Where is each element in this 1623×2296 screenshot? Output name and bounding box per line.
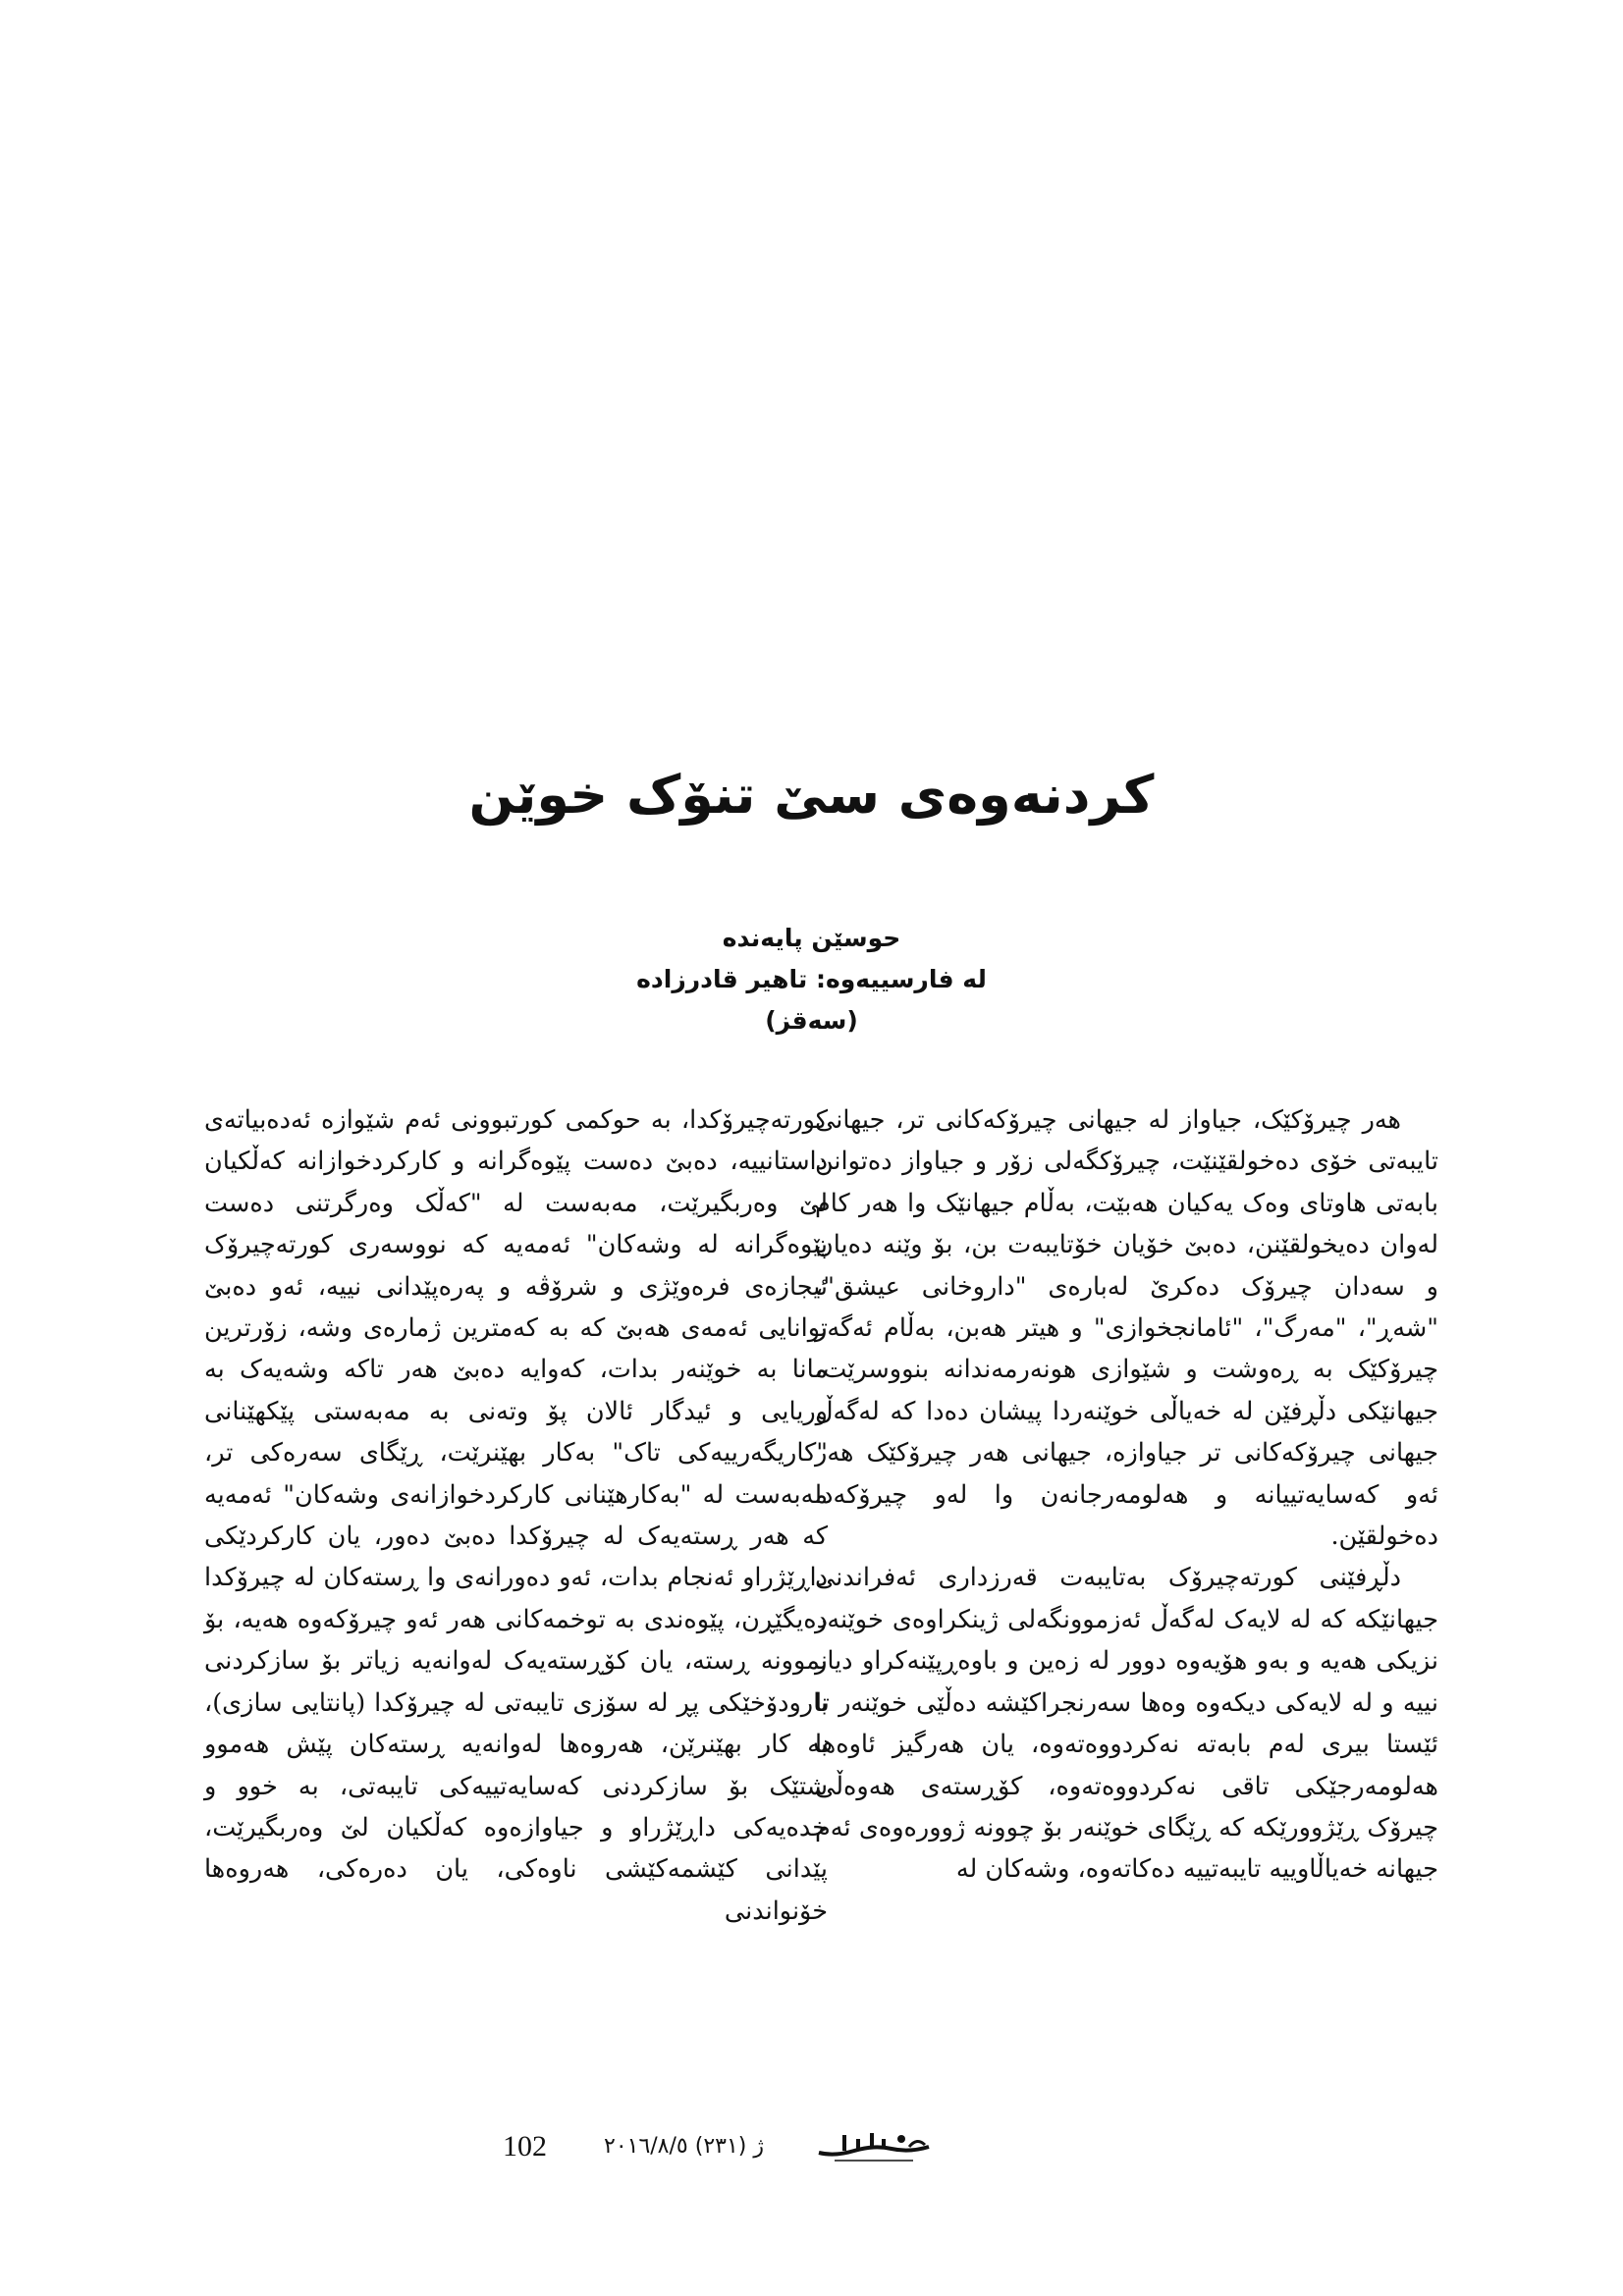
magazine-logo-icon — [815, 2127, 933, 2166]
paragraph: هەر چیرۆکێک، جیاواز لە جیهانی چیرۆکەکانی تر، جیهانی تایبەتی خۆی دەخولقێنێت، چیرۆکگەلی زۆر و جیاواز دەتوانن بابەتی هاوتای وەک یەکیان هەبێت، بەڵام جیهانێک وا هەر کام لەوان دەیخولقێنن، دەبێ خۆیان خۆتایبەت بن، بۆ وێنە دەیان و سەدان چیرۆک دەکرێ لەبارەی "داروخانی عیشق"، "شەڕ"، "مەرگ"، "ئامانجخوازی" و هیتر هەبن، بەڵام ئەگەر چیرۆکێک بە ڕەوشت و شێوازی هونەرمەندانە بنووسرێت، جیهانێکی دڵڕفێن لە خەیاڵی خوێنەردا پیشان دەدا کە لەگەڵ جیهانی چیرۆکەکانی تر جیاوازە، جیهانی هەر چیرۆکێک هەر ئەو کەسایەتییانە و هەلومەرجانەن وا لەو چیرۆکەدا دەخولقێن. — [815, 1105, 1438, 1552]
text-column-right — [815, 1099, 1438, 1891]
page-number: 102 — [503, 2130, 547, 2163]
translator-credit: لە فارسییەوە: تاهیر قادرزادە — [636, 965, 987, 993]
text-column-left — [204, 1099, 828, 1932]
page-footer — [0, 2125, 1623, 2174]
paragraph: دڵڕفێنی کورتەچیرۆک بەتایبەت قەرزداری ئەفراندنی جیهانێکە کە لە لایەک لەگەڵ ئەزموونگەلی ژینکراوەی خوێنەر نزیکی هەیە و بەو هۆیەوە دوور لە زەین و باوەڕپێنەکراو دیار نییە و لە لایەکی دیکەوە وەها سەرنجراکێشە دەڵێی خوێنەر تا ئێستا بیری لەم بابەتە نەکردووەتەوە، یان هەرگیز ئاوەها هەلومەرجێکی تاقی نەکردووەتەوە، کۆڕستەی هەوەڵی چیرۆک ڕێژوورێکە کە ڕێگای خوێنەر بۆ چوونە ژوورەوەی ئەم جیهانە خەیاڵاوییە تایبەتییە دەکاتەوە، وشەکان لە — [815, 1563, 1438, 1885]
translator-location: (سەقز) — [765, 1006, 858, 1035]
article-title: کردنەوەی سێ تنۆک خوێن — [468, 764, 1155, 826]
author-name: حوسێن پایەندە — [722, 924, 901, 952]
paragraph: کورتەچیرۆکدا، بە حوکمی کورتبوونی ئەم شێوازە ئەدەبیاتەی داستانییە، دەبێ دەست پێوەگرانە و کارکردخوازانە کەڵکیان لێ وەربگیرێت، مەبەست لە "کەڵک وەرگرتنی دەست پێوەگرانە لە وشەکان" ئەمەیە کە نووسەری کورتەچیرۆک ئیجازەی فرەوێژی و شرۆڤە و پەرەپێدانی نییە، ئەو دەبێ توانایی ئەمەی هەبێ کە بە کەمترین ژمارەی وشە، زۆرترین مانا بە خوێنەر بدات، کەوایە دەبێ هەر تاکە وشەیەک بە وریایی و ئیدگار ئالان پۆ وتەنی بە مەبەستی پێکهێنانی "کاریگەرییەکی تاک" بەکار بهێنرێت، ڕێگای سەرەکی تر، مەبەست لە "بەکارهێنانی کارکردخوازانەی وشەکان" ئەمەیە کە هەر ڕستەیەک لە چیرۆکدا دەبێ دەور، یان کارکردێکی داڕێژراو ئەنجام بدات، ئەو دەورانەی وا ڕستەکان لە چیرۆکدا دەیگێڕن، پێوەندی بە توخمەکانی هەر ئەو چیرۆکەوە هەیە، بۆ نموونە ڕستە، یان کۆڕستەیەک لەوانەیە زیاتر بۆ سازکردنی بارودۆخێکی پڕ لە سۆزی تایبەتی لە چیرۆکدا (پانتایی سازی)، بە کار بهێنرێن، هەروەها لەوانەیە ڕستەکان پێش هەموو شتێک بۆ سازکردنی کەسایەتییەکی تایبەتی، بە خوو و خدەیەکی داڕێژراو و جیاوازەوە کەڵکیان لێ وەربگیرێت، پێدانی کێشمەکێشی ناوەکی، یان دەرەکی، هەروەها خۆنواندنی — [204, 1105, 828, 1926]
issue-date: ژ (٢٣١) ٢٠١٦/٨/٥ — [604, 2134, 764, 2159]
byline — [0, 918, 1623, 1041]
